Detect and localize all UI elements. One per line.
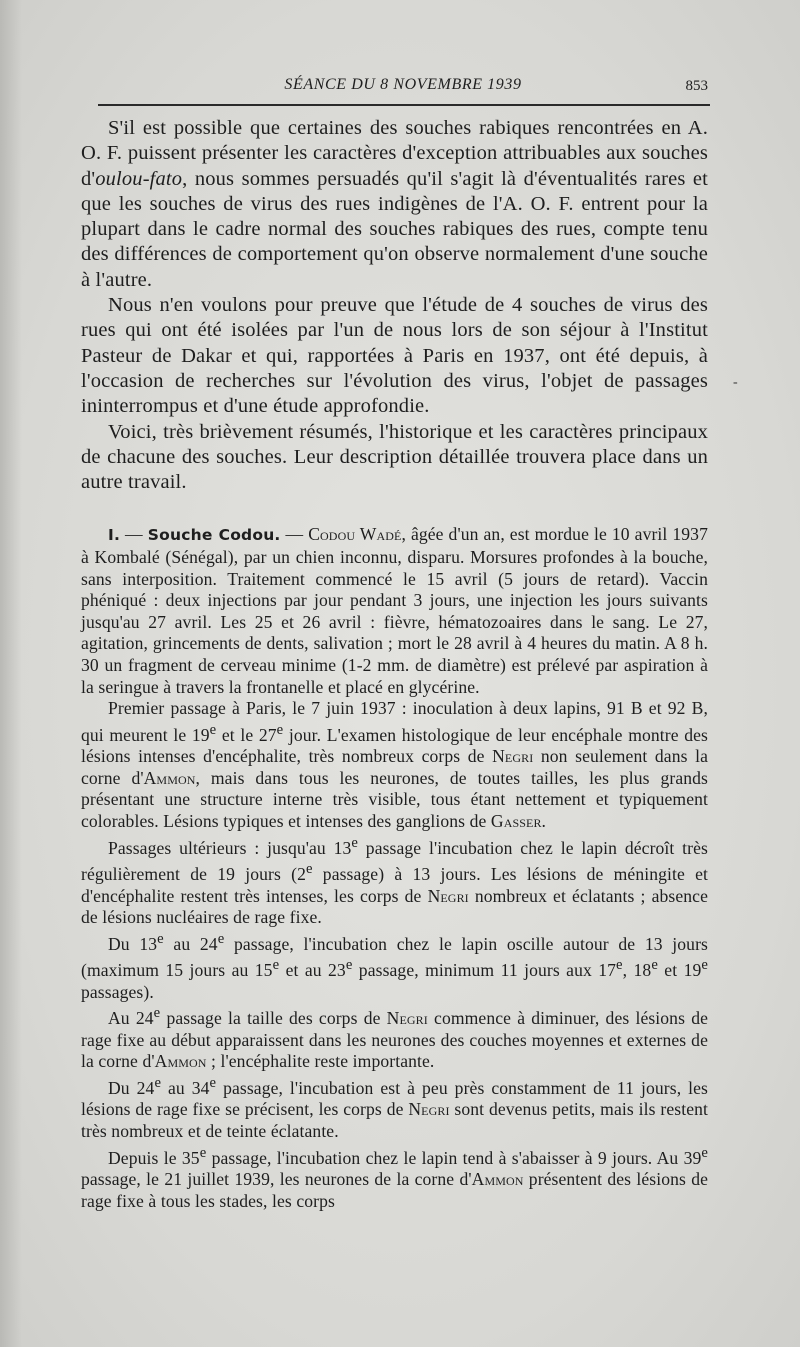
section-paragraph-3: Passages ultérieurs : jusqu'au 13e passage l'incubation chez le lapin décroît très régulièrement de 19 jours (2e passage) à 13 jours. Les lésions de méningite et d'encéphalite restent très intenses, les corps de Negri nombreux et éclatants ; absence de lésions nucléaires de rage fixe. xyxy=(81,834,708,928)
section-paragraph-1: I. — Souche Codou. — Codou Wadé, âgée d'un an, est mordue le 10 avril 1937 à Kombalé (Sénégal), par un chien inconnu, disparu. Morsures profondes à la bouche, sans interposition. Traitement commencé le 15 avril (5 jours de retard). Vaccin phéniqué : deux injections par jour pendant 3 jours, une injection les jours suivants jusqu'au 27 avril. Les 25 et 26 avril : fièvre, hématozoaires dans le sang. Le 27, agitation, grincements de dents, salivation ; mort le 28 avril à 4 heures du matin. A 8 h. 30 un fragment de cerveau minime (1-2 mm. de diamètre) est prélevé par aspiration à la seringue à travers la frontanelle et placé en glycérine. xyxy=(81,524,708,697)
section-paragraph-7: Depuis le 35e passage, l'incubation chez le lapin tend à s'abaisser à 9 jours. Au 39e passage, le 21 juillet 1939, les neurones de la corne d'Ammon présentent des lésions de rage fixe à tous les stades, les corps xyxy=(81,1144,708,1211)
section-number: I. xyxy=(108,526,121,545)
section-paragraph-2: Premier passage à Paris, le 7 juin 1937 : inoculation à deux lapins, 91 B et 92 B, qui meurent le 19e et le 27e jour. L'examen histologique de leur encéphale montre des lésions intenses d'encéphalite, très nombreux corps de Negri non seulement dans la corne d'Ammon, mais dans tous les neurones, de toutes tailles, les plus grands présentant une structure interne très visible, tous étant nettement et typiquement colorables. Lésions typiques et intenses des ganglions de Gasser. xyxy=(81,698,708,832)
running-head: SÉANCE DU 8 NOVEMBRE 1939 xyxy=(284,76,522,93)
page-header xyxy=(98,76,708,100)
intro-paragraph-3: Voici, très brièvement résumés, l'historique et les caractères principaux de chacune des souches. Leur description détaillée trouvera place dans un autre travail. xyxy=(81,420,708,494)
header-rule xyxy=(98,104,710,106)
binding-shadow xyxy=(0,0,22,1347)
page-number: 853 xyxy=(685,78,708,94)
intro-section xyxy=(81,116,708,495)
section-heading: Souche Codou. xyxy=(147,526,281,545)
italic-term: oulou-fato xyxy=(95,167,183,190)
intro-paragraph-1: S'il est possible que certaines des souches rabiques rencontrées en A. O. F. puissent présenter les caractères d'exception attribuables aux souches d'oulou-fato, nous sommes persuadés qu'il s'agit là d'éventualités rares et que les souches de virus des rues indigènes de l'A. O. F. entrent pour la plupart dans le cadre normal des souches rabiques des rues, compte tenu des différences de comportement qu'on observe normalement d'une souche à l'autre. xyxy=(81,117,708,291)
section-souche-codou xyxy=(81,524,708,1212)
margin-mark: - xyxy=(733,375,738,390)
section-paragraph-6: Du 24e au 34e passage, l'incubation est à peu près constamment de 11 jours, les lésions de rage fixe se précisent, les corps de Negri sont devenus petits, mais ils restent très nombreux et de teinte éclatante. xyxy=(81,1074,709,1141)
patient-name: Codou Wadé xyxy=(308,524,402,545)
intro-paragraph-2: Nous n'en voulons pour preuve que l'étude de 4 souches de virus des rues qui ont été isolées par l'un de nous lors de son séjour à l'Institut Pasteur de Dakar et qui, rapportées à Paris en 1937, ont été depuis, à l'occasion de recherches sur l'évolution des virus, l'objet de passages ininterrompus et d'une étude approfondie. xyxy=(81,294,708,418)
section-paragraph-4: Du 13e au 24e passage, l'incubation chez le lapin oscille autour de 13 jours (maximum 15 jours au 15e et au 23e passage, minimum 11 jours aux 17e, 18e et 19e passages). xyxy=(81,930,708,1002)
body-text xyxy=(81,116,708,1212)
section-paragraph-5: Au 24e passage la taille des corps de Negri commence à diminuer, des lésions de rage fixe au début apparaissent dans les neurones des couches moyennes et externes de la corne d'Ammon ; l'encéphalite reste importante. xyxy=(81,1005,708,1072)
